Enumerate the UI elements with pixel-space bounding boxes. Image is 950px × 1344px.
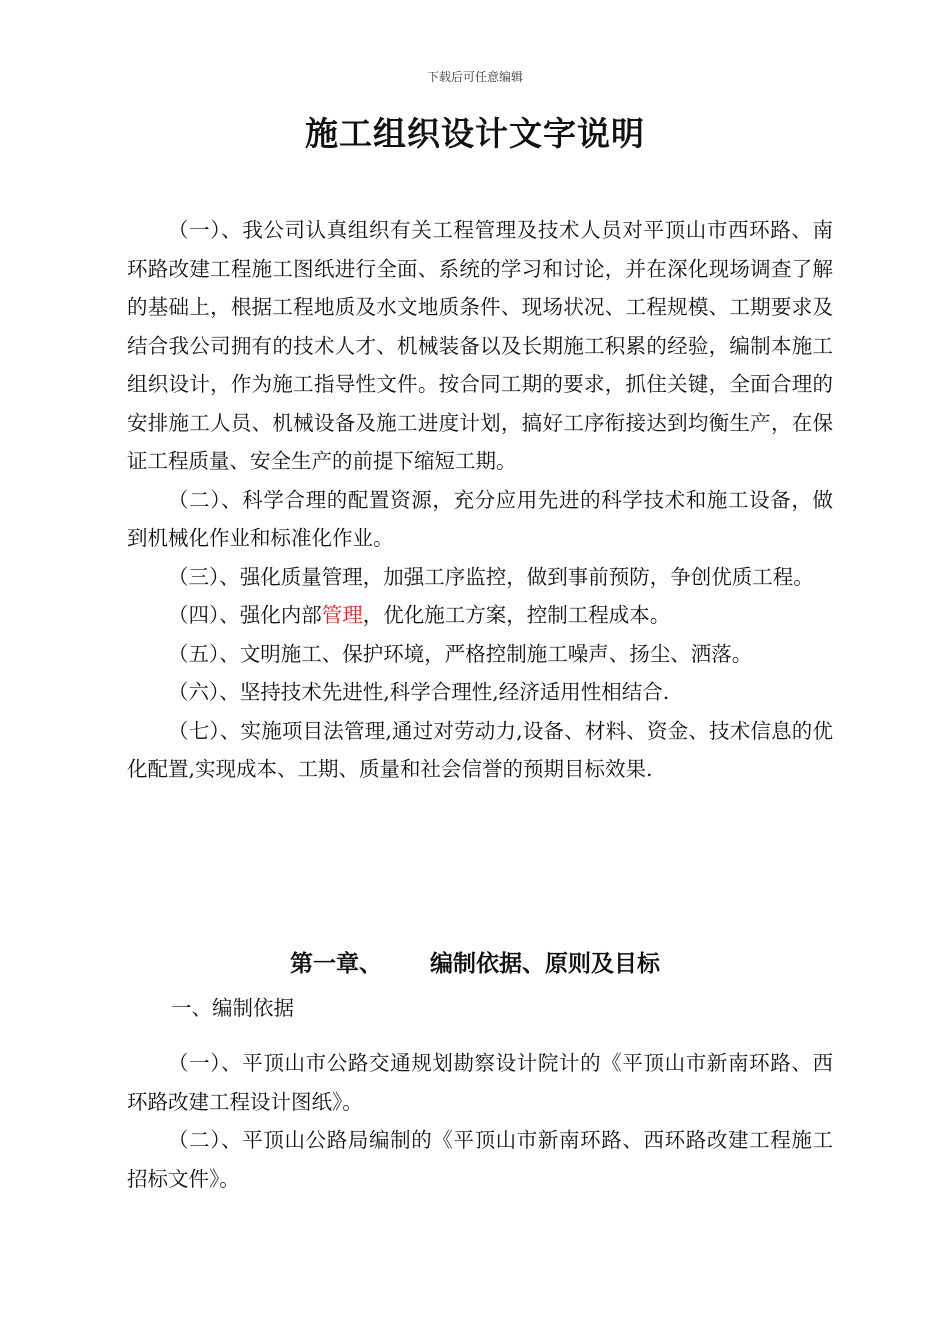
header-note: 下载后可任意编辑 bbox=[426, 70, 523, 84]
intro-paragraph-2: （二）、科学合理的配置资源，充分应用先进的科学技术和施工设备，做到机械化作业和标准化作业。 bbox=[127, 487, 833, 550]
basis-paragraph-1: （一）、平顶山市公路交通规划勘察设计院计的《平顶山市新南环路、西环路改建工程设计图纸》。 bbox=[127, 1051, 833, 1114]
intro-paragraph-7: （七）、实施项目法管理,通过对劳动力,设备、材料、资金、技术信息的优化配置,实现成本、工期、质量和社会信誉的预期目标效果. bbox=[127, 718, 833, 781]
intro-paragraph-4-end: ，优化施工方案，控制工程成本。 bbox=[362, 603, 671, 627]
intro-paragraph-3: （三）、强化质量管理，加强工序监控，做到事前预防，争创优质工程。 bbox=[168, 564, 814, 589]
basis-section bbox=[127, 1044, 833, 1198]
intro-paragraph-4-start: （四）、强化内部 bbox=[168, 603, 322, 627]
intro-paragraph-1: （一）、我公司认真组织有关工程管理及技术人员对平顶山市西环路、南环路改建工程施工图纸进行全面、系统的学习和讨论，并在深化现场调查了解的基础上，根据工程地质及水文地质条件、现场状况、工程规模、工期要求及结合我公司拥有的技术人才、机械装备以及长期施工积累的经验，编制本施工组织设计，作为施工指导性文件。按合同工期的要求，抓住关键，全面合理的安排施工人员、机械设备及施工进度计划，搞好工序衔接达到均衡生产，在保证工程质量、安全生产的前提下缩短工期。 bbox=[127, 218, 833, 473]
chapter-title: 编制依据、原则及目标 bbox=[430, 950, 660, 977]
basis-paragraph-2: （二）、平顶山公路局编制的《平顶山市新南环路、西环路改建工程施工招标文件》。 bbox=[127, 1128, 833, 1191]
highlighted-word: 管理 bbox=[321, 603, 363, 627]
intro-paragraph-4 bbox=[127, 596, 833, 635]
intro-section bbox=[127, 211, 833, 789]
document-title: 施工组织设计文字说明 bbox=[305, 114, 645, 153]
section-heading: 一、编制依据 bbox=[171, 996, 294, 1020]
intro-paragraph-5: （五）、文明施工、保护环境，严格控制施工噪声、扬尘、洒落。 bbox=[168, 641, 753, 666]
intro-paragraph-6: （六）、坚持技术先进性,科学合理性,经济适用性相结合. bbox=[168, 680, 670, 704]
chapter-heading bbox=[0, 945, 950, 978]
chapter-number: 第一章、 bbox=[290, 950, 382, 977]
